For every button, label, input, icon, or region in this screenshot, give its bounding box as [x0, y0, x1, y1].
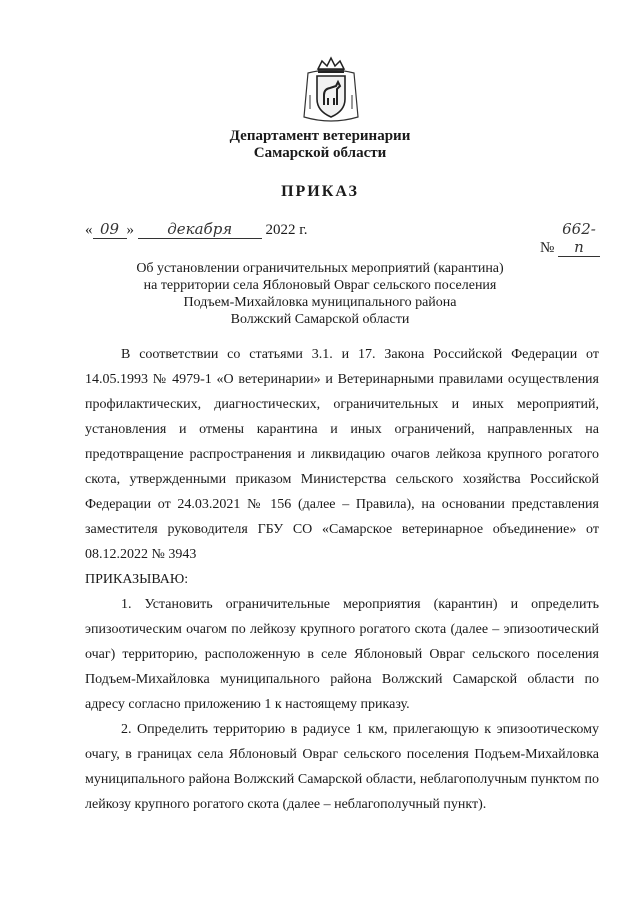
subject-line: Волжский Самарской области	[230, 312, 410, 327]
subject-line: на территории села Яблоновый Овраг сельского поселения	[143, 278, 497, 293]
organization-name-line2: Самарской области	[253, 145, 387, 161]
clause-2-paragraph: 2. Определить территорию в радиусе 1 км, прилегающую к эпизоотическому очагу, в границах села Яблоновый Овраг сельского поселения Подъем-Михайловка муниципального района Волжский Самарской области, неблагополучным пунктом по лейкозу крупного рогатого скота (далее – неблагополучный пункт).	[85, 722, 599, 812]
clause-1-paragraph: 1. Установить ограничительные мероприятия (карантин) и определить эпизоотическим очагом по лейкозу крупного рогатого скота (далее – эпизоотический очаг) территорию, расположенную в селе Яблоновый Овраг сельского поселения Подъем-Михайловка муниципального района Волжский Самарской области по адресу согласно приложению 1 к настоящему приказу.	[85, 597, 599, 712]
date-year: 2022 г.	[265, 222, 308, 238]
date-day-handwritten: 09	[93, 220, 127, 239]
order-number-prefix: №	[539, 240, 555, 256]
subject-line: Подъем-Михайловка муниципального района	[183, 295, 457, 310]
preamble-paragraph: В соответствии со статьями 3.1. и 17. Закона Российской Федерации от 14.05.1993 № 4979-1 «О ветеринарии» и Ветеринарными правилами осуществления профилактических, диагностических, ограничительных и иных мероприятий, установления и отмены карантина и иных ограничений, направленных на предотвращение распространения и ликвидацию очагов лейкоза крупного рогатого скота, утвержденными приказом Министерства сельского хозяйства Российской Федерации от 24.03.2021 № 156 (далее – Правила), на основании представления заместителя руководителя ГБУ СО «Самарское ветеринарное объединение» от 08.12.2022 № 3943	[85, 347, 599, 562]
document-title: ПРИКАЗ	[281, 183, 359, 200]
order-date	[85, 220, 307, 239]
coat-of-arms-emblem	[300, 55, 362, 125]
date-month-handwritten: декабря	[138, 220, 262, 239]
order-number	[540, 220, 600, 257]
date-open-quote: «	[85, 222, 93, 238]
subject-line: Об установлении ограничительных мероприятий (карантина)	[136, 261, 504, 276]
order-subject	[0, 260, 640, 328]
order-number-handwritten: 662-п	[558, 220, 600, 257]
order-body	[85, 342, 599, 817]
date-close-quote: »	[126, 222, 134, 238]
organization-name-line1: Департамент ветеринарии	[229, 128, 411, 144]
order-word: ПРИКАЗЫВАЮ:	[85, 572, 189, 587]
